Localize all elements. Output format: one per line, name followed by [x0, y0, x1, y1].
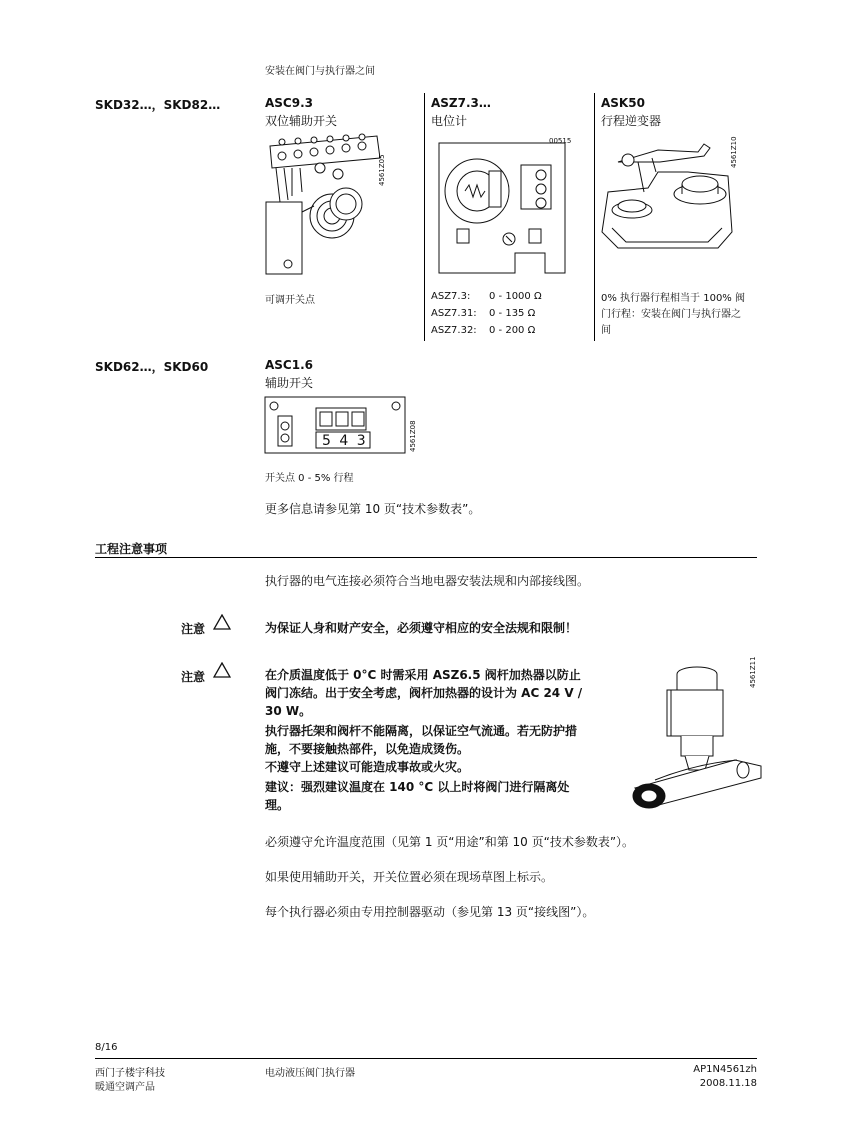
page-number: 8/16	[95, 1042, 118, 1053]
footer-division: 暖通空调产品	[95, 1082, 155, 1093]
image-code-asz73: 00515	[549, 137, 572, 145]
caption-line: 0% 执行器行程相当于 100% 阀	[601, 293, 745, 304]
accessory-code-asz73: ASZ7.3…	[431, 96, 491, 110]
image-code-stem-heater: 4561Z11	[749, 656, 757, 688]
caption-line: 间	[601, 325, 611, 336]
footer-company: 西门子楼宇科技	[95, 1068, 165, 1079]
notice-line: 阀门冻结。出于安全考虑，阀杆加热器的设计为 AC 24 V /	[265, 686, 583, 700]
asc93-illustration	[262, 132, 387, 282]
row-label-skd62: SKD62…，SKD60	[95, 360, 209, 374]
page-header: 安装在阀门与执行器之间	[265, 66, 375, 77]
notice-label: 注意	[181, 670, 206, 684]
notice-line: 执行器托架和阀杆不能隔离，以保证空气流通。若无防护措	[265, 724, 578, 738]
notice-line: 施，不要接触热部件，以免造成烫伤。	[265, 742, 470, 756]
ask50-illustration	[598, 132, 738, 262]
accessory-code-ask50: ASK50	[601, 96, 645, 110]
accessory-code-asc16: ASC1.6	[265, 358, 313, 372]
notice-line: 在介质温度低于 0°C 时需采用 ASZ6.5 阀杆加热器以防止	[265, 668, 581, 682]
notice2-para1	[265, 666, 605, 720]
accessory-desc-asc93: 双位辅助开关	[265, 114, 338, 128]
range-model: ASZ7.31:	[431, 308, 477, 319]
column-divider	[594, 93, 595, 341]
section-intro: 执行器的电气连接必须符合当地电器安装法规和内部接线图。	[265, 574, 590, 588]
caption-ask50	[601, 291, 745, 339]
range-value: 0 - 1000 Ω	[489, 291, 542, 302]
warning-icon	[213, 662, 231, 682]
paragraph: 每个执行器必须由专用控制器驱动（参见第 13 页“接线图”）。	[265, 905, 595, 919]
notice-line: 理。	[265, 798, 290, 812]
accessory-desc-ask50: 行程逆变器	[601, 114, 662, 128]
terminal-numbers: 5 4 3	[322, 433, 368, 449]
caption-asc93: 可调开关点	[265, 295, 315, 306]
image-code-asc93: 4561Z05	[378, 154, 386, 186]
range-row-asz73	[431, 291, 542, 302]
image-code-ask50: 4561Z10	[730, 136, 738, 168]
paragraph: 如果使用辅助开关，开关位置必须在现场草图上标示。	[265, 870, 554, 884]
footer-doc-title: 电动液压阀门执行器	[265, 1068, 355, 1079]
caption-asc16: 开关点 0 - 5% 行程	[265, 473, 354, 484]
notice-line: 建议：强烈建议温度在 140 °C 以上时将阀门进行隔离处	[265, 780, 570, 794]
stem-heater-illustration	[625, 660, 765, 810]
accessory-desc-asc16: 辅助开关	[265, 376, 314, 390]
range-row-asz731	[431, 308, 535, 319]
range-model: ASZ7.32:	[431, 325, 477, 336]
range-row-asz732	[431, 325, 535, 336]
notice-line: 30 W。	[265, 704, 312, 718]
paragraph: 必须遵守允许温度范围（见第 1 页“用途”和第 10 页“技术参数表”）。	[265, 835, 635, 849]
notice2-para3	[265, 778, 605, 814]
footer-doc-code: AP1N4561zh	[693, 1064, 757, 1075]
range-value: 0 - 135 Ω	[489, 308, 536, 319]
notice-label: 注意	[181, 622, 206, 636]
accessory-code-asc93: ASC9.3	[265, 96, 313, 110]
image-code-asc16: 4561Z08	[409, 420, 417, 452]
accessory-desc-asz73: 电位计	[431, 114, 468, 128]
column-divider	[424, 93, 425, 341]
range-value: 0 - 200 Ω	[489, 325, 536, 336]
asz73-illustration	[437, 133, 572, 278]
footer-rule	[95, 1058, 757, 1059]
footer-date: 2008.11.18	[699, 1078, 757, 1089]
notice-line: 不遵守上述建议可能造成事故或火灾。	[265, 760, 470, 774]
row-label-skd32: SKD32…，SKD82…	[95, 98, 221, 112]
notice2-para2	[265, 722, 605, 776]
range-model: ASZ7.3:	[431, 291, 471, 302]
section-title: 工程注意事项	[95, 542, 168, 556]
more-info-text: 更多信息请参见第 10 页“技术参数表”。	[265, 502, 481, 516]
notice1-text: 为保证人身和财产安全，必须遵守相应的安全法规和限制！	[265, 621, 578, 635]
warning-icon	[213, 614, 231, 634]
caption-line: 门行程：安装在阀门与执行器之	[601, 309, 741, 320]
section-rule	[95, 557, 757, 558]
